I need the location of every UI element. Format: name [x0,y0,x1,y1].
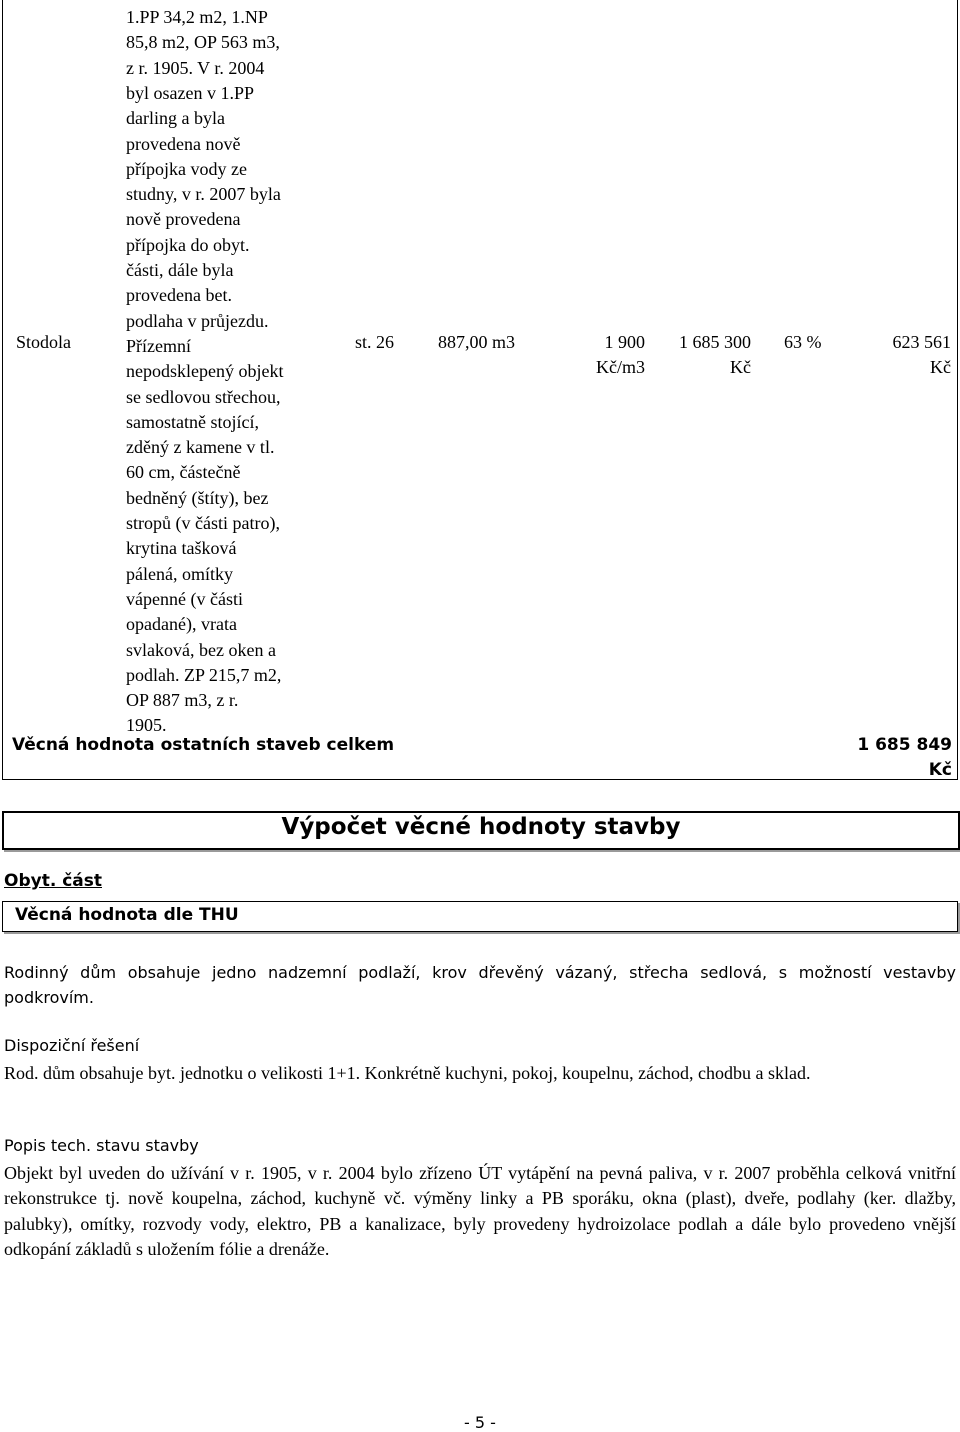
base-value-currency: Kč [730,357,751,377]
value-currency: Kč [930,357,951,377]
section-title: Obyt. část [4,871,102,891]
description-line: se sedlovou střechou, [126,386,281,407]
description-line: přípojka do obyt. [126,234,250,255]
parcel-number: st. 26 [355,332,395,352]
description-line: pálená, omítky [126,563,233,584]
description-line: provedena bet. [126,285,232,306]
description-line: samostatně stojící, [126,411,259,432]
total-value-amount: 1 685 849 [857,735,952,755]
description-line: nově provedena [126,209,241,230]
total-value-currency: Kč [928,760,952,780]
description-line: zděný z kamene v tl. [126,437,275,458]
description-line: krytina tašková [126,538,237,559]
tech-state-label: Popis tech. stavu stavby [4,1136,199,1155]
value-amount: 623 561 [892,332,951,352]
description-line: byl osazen v 1.PP [126,82,254,103]
row-name-stodola: Stodola [16,332,72,352]
base-value-amount: 1 685 300 [679,332,751,352]
disposition-label: Dispoziční řešení [4,1036,140,1055]
intro-paragraph: Rodinný dům obsahuje jedno nadzemní podlaží, krov dřevěný vázaný, střecha sedlová, s možností vestavby podkrovím. [4,963,956,1008]
description-line: 60 cm, částečně [126,462,241,483]
subheading-text: Věcná hodnota dle THU [15,905,239,925]
volume-cell: 887,00 m3 [438,332,516,352]
description-line: podlaha v průjezdu. [126,310,269,331]
disposition-text: Rod. dům obsahuje byt. jednotku o velikosti 1+1. Konkrétně kuchyni, pokoj, koupelnu, záchod, chodbu a sklad. [4,1063,811,1083]
description-line: OP 887 m3, z r. [126,690,239,711]
description-line: z r. 1905. V r. 2004 [126,57,265,78]
banner-title: Výpočet věcné hodnoty stavby [281,814,681,840]
description-line: 1905. [126,715,167,736]
depreciation-cell: 63 % [784,332,822,352]
description-line: bedněný (štíty), bez [126,487,269,508]
description-line: studny, v r. 2007 byla [126,184,281,205]
unit-price-amount: 1 900 [604,332,645,352]
description-line: nepodsklepený objekt [126,361,284,382]
total-label: Věcná hodnota ostatních staveb celkem [12,735,395,755]
description-line: stropů (v části patro), [126,513,280,533]
description-line: přípojka vody ze [126,158,247,179]
description-line: opadané), vrata [126,614,237,635]
subheading-box [2,901,958,932]
description-line: 1.PP 34,2 m2, 1.NP [126,7,268,27]
description-line: 85,8 m2, OP 563 m3, [126,32,280,53]
description-line: části, dále byla [126,260,234,280]
description-line: vápenné (v části [126,588,243,609]
unit-price-unit: Kč/m3 [596,357,645,377]
calculation-banner [2,811,960,850]
tech-state-text: Objekt byl uveden do užívání v r. 1905, v r. 2004 bylo zřízeno ÚT vytápění na pevná paliva, v r. 2007 proběhla celková vnitřní rekonstrukce tj. nově koupelna, záchod, kuchyně vč. výměny linky a PB sporáku, okna (plast), dveře, podlahy (ker. dlažby, palubky), omítky, rozvody vody, elektro, PB a kanalizace, byly provedeny hydroizolace podlah a dále bylo provedeno vnější odkopání základů s uložením fólie a drenáže. [4,1163,956,1259]
description-line: Přízemní [126,335,191,356]
description-line: darling a byla [126,108,225,129]
page-number: - 5 - [464,1413,496,1432]
description-line: provedena nově [126,133,241,154]
description-line: podlah. ZP 215,7 m2, [126,664,282,685]
description-line: svlaková, bez oken a [126,639,276,660]
